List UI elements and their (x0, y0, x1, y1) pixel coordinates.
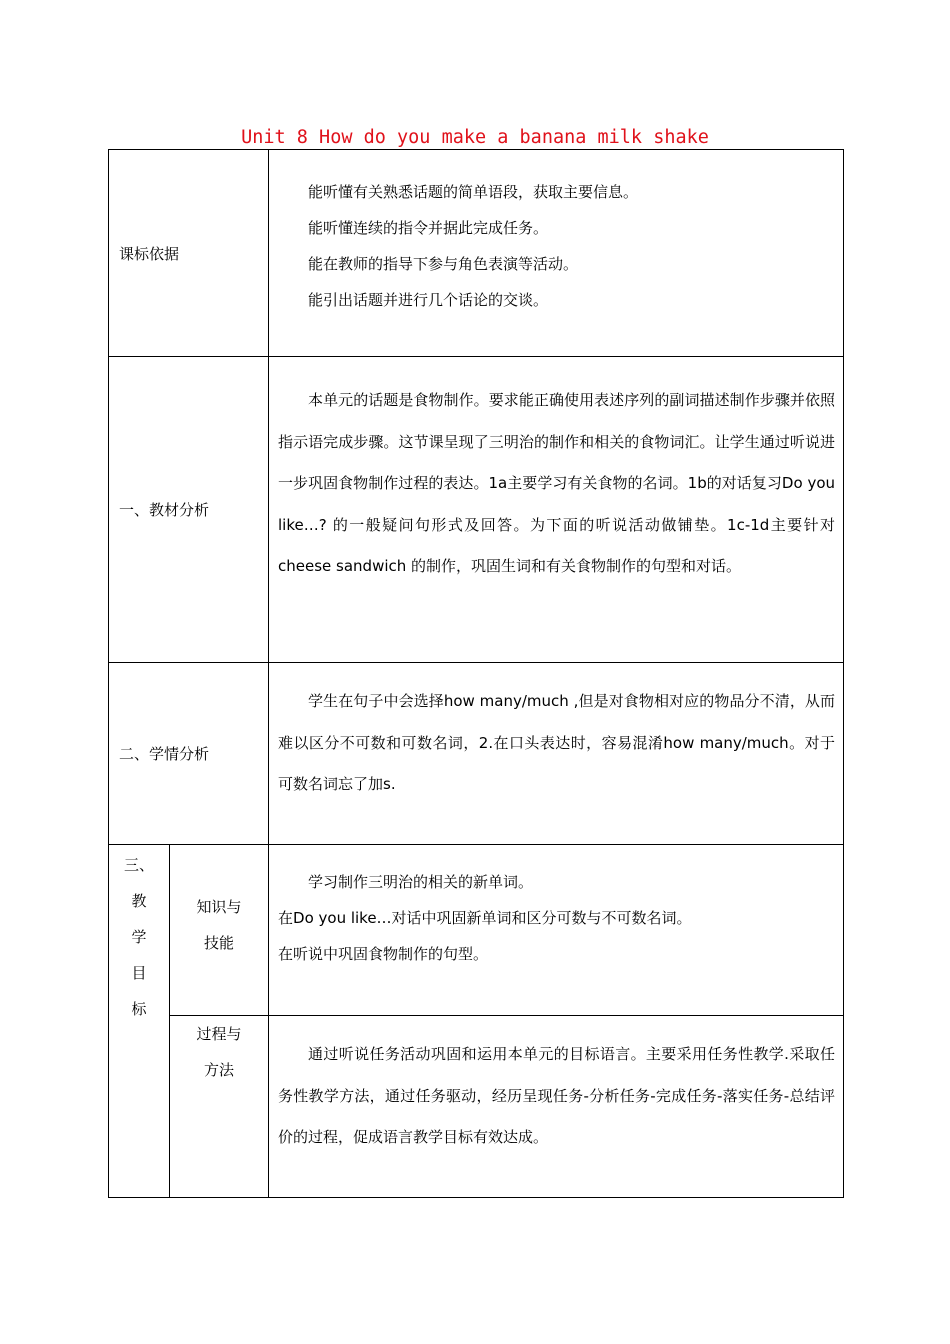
goal-label-char: 标 (131, 1000, 147, 1018)
process-label-line: 方法 (204, 1061, 235, 1079)
knowledge-line: 学习制作三明治的相关的新单词。 (308, 873, 534, 891)
label-knowledge-skills (170, 845, 269, 1016)
knowledge-line: 在Do you like…对话中巩固新单词和区分可数与不可数名词。 (278, 909, 692, 927)
row-student-analysis (109, 663, 844, 845)
goal-label-char: 教 (131, 892, 147, 910)
content-knowledge-skills (269, 845, 844, 1016)
knowledge-line: 在听说中巩固食物制作的句型。 (278, 945, 489, 963)
basis-line: 能听懂有关熟悉话题的简单语段，获取主要信息。 (308, 183, 639, 201)
content-curriculum-basis (269, 150, 844, 357)
lesson-plan-table (108, 149, 844, 1198)
row-material-analysis (109, 357, 844, 663)
row-goal-process (109, 1016, 844, 1198)
knowledge-label-line: 知识与 (196, 898, 242, 916)
students-paragraph: 学生在句子中会选择how many/much ,但是对食物相对应的物品分不清，从而难以区分不可数和可数名词，2.在口头表达时，容易混淆how many/much。对于可数名词忘了加s. (278, 692, 836, 793)
label-material-analysis: 一、教材分析 (109, 357, 269, 663)
row-curriculum-basis (109, 150, 844, 357)
page-title: Unit 8 How do you make a banana milk shake (241, 127, 709, 148)
content-student-analysis (269, 663, 844, 845)
goal-label-char: 目 (131, 964, 147, 982)
process-label-line: 过程与 (196, 1025, 242, 1043)
process-paragraph: 通过听说任务活动巩固和运用本单元的目标语言。主要采用任务性教学.采取任务性教学方法，通过任务驱动，经历呈现任务-分析任务-完成任务-落实任务-总结评价的过程，促成语言教学目标有效达成。 (278, 1045, 836, 1146)
label-process-method (170, 1016, 269, 1198)
material-paragraph: 本单元的话题是食物制作。要求能正确使用表述序列的副词描述制作步骤并依照指示语完成步骤。这节课呈现了三明治的制作和相关的食物词汇。让学生通过听说进一步巩固食物制作过程的表达。1a主要学习有关食物的名词。1b的对话复习Do you like…? 的一般疑问句形式及回答。为下面的听说活动做铺垫。1c-1d主要针对cheese sandwich 的制作，巩固生词和有关食物制作的句型和对话。 (278, 391, 836, 575)
label-curriculum-basis: 课标依据 (109, 150, 269, 357)
basis-line: 能在教师的指导下参与角色表演等活动。 (308, 255, 579, 273)
basis-line: 能听懂连续的指令并据此完成任务。 (308, 219, 549, 237)
label-teaching-goals (109, 845, 170, 1198)
content-material-analysis (269, 357, 844, 663)
basis-line: 能引出话题并进行几个话论的交谈。 (308, 291, 549, 309)
knowledge-label-line: 技能 (204, 934, 235, 952)
label-student-analysis: 二、学情分析 (109, 663, 269, 845)
goal-label-char: 学 (131, 928, 147, 946)
row-goal-knowledge (109, 845, 844, 1016)
content-process-method (269, 1016, 844, 1198)
goal-label-char: 三、 (123, 856, 154, 874)
